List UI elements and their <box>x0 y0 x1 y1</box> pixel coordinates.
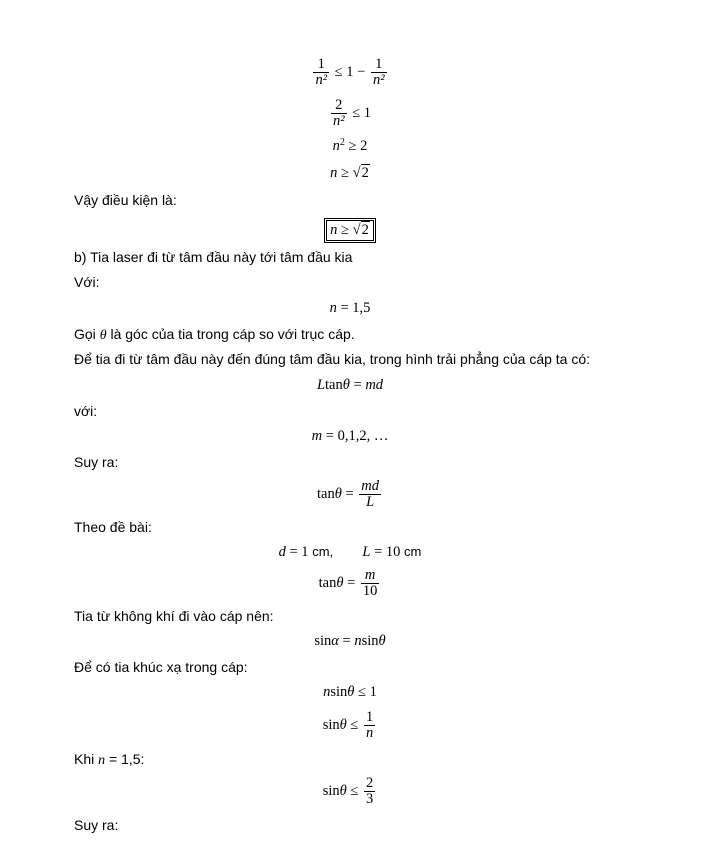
equation-refractive-index: n = 1,5 <box>329 300 371 316</box>
text-line: với: <box>74 403 98 419</box>
equation-tan-theta: tanθ = $\frac{md}{L}$ <box>316 478 379 510</box>
text-line: Để có tia khúc xạ trong cáp: <box>74 659 248 675</box>
text-line: Vậy điều kiện là: <box>74 192 177 208</box>
equation-sin-theta-bound: sinθ ≤ $\frac{1}{n}$ <box>322 709 374 741</box>
equation-inequality-3: $n^2 \ge 2$ <box>332 137 368 154</box>
fraction: $\frac{1}{\text{n²}}$ <box>372 56 385 88</box>
fraction: $\frac{m}{10}$ <box>362 567 378 599</box>
fraction: $\frac{md}{L}$ <box>361 478 379 510</box>
equation-sin-theta-numeric: sinθ ≤ $\frac{2}{3}$ <box>322 775 374 807</box>
fraction: $\frac{2}{\text{n²}}$ <box>332 97 345 129</box>
text-line: Suy ra: <box>74 454 119 470</box>
text-line: Với: <box>74 274 100 290</box>
equation-unfolded-path: Ltanθ = md <box>316 377 384 393</box>
equation-snell-law: sinα = nsinθ <box>314 633 386 649</box>
text-line: Để tia đi từ tâm đầu này đến đúng tâm đầu kia, trong hình trải phẳng của cáp ta có: <box>74 351 591 367</box>
square-root: √2 <box>352 165 369 181</box>
fraction: $\frac{2}{3}$ <box>366 775 374 807</box>
fraction: $\frac{1}{\text{n²}}$ <box>315 56 328 88</box>
text-line: Gọi θ là góc của tia trong cáp so với trục cáp. <box>74 326 355 343</box>
equation-boxed-result <box>0 220 700 241</box>
equation-inequality-4: n ≥ √2 <box>330 165 369 181</box>
equation-given-values: d = 1 cm, L = 10 cm <box>278 544 422 560</box>
equation-integer-m: m = 0,1,2, … <box>311 428 389 444</box>
text-line: Khi n = 1,5: <box>74 751 145 768</box>
equation-refraction-condition: nsinθ ≤ 1 <box>323 684 377 700</box>
square-root: √2 <box>352 222 369 238</box>
equation-inequality-2: $\frac{2}{\text{n²}}$ ≤ 1 <box>332 97 372 129</box>
text-line: Theo đề bài: <box>74 519 152 535</box>
text-line: b) Tia laser đi từ tâm đầu này tới tâm đầu kia <box>74 249 353 265</box>
text-line: Suy ra: <box>74 817 119 833</box>
text-line: Tia từ không khí đi vào cáp nên: <box>74 608 274 624</box>
equation-tan-theta-numeric: tanθ = $\frac{m}{10}$ <box>318 567 378 599</box>
fraction: $\frac{1}{n}$ <box>366 709 374 741</box>
result-box: n ≥ √2 <box>326 220 374 241</box>
equation-inequality-1: $\frac{1}{\text{n²}}$ ≤ 1 − $\frac{1}{\text{n²}}$ <box>315 56 385 88</box>
